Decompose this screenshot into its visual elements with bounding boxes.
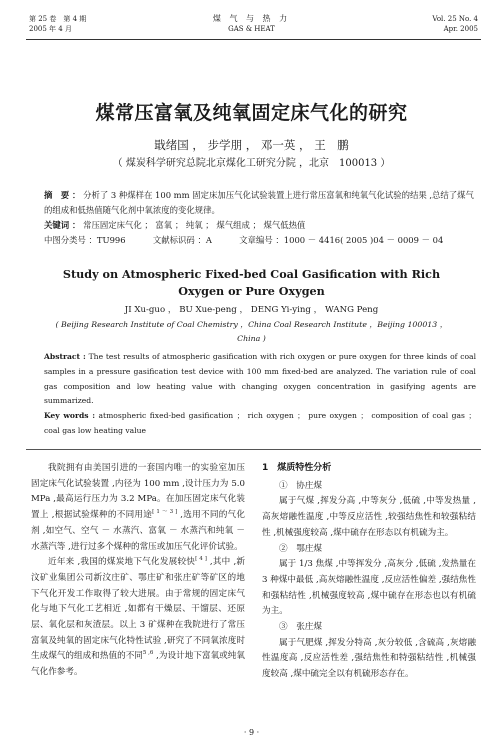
affiliation-cn: （ 煤炭科学研究总院北京煤化工研究分院 ，北京 100013 ） — [112, 158, 391, 169]
header-issue-info — [432, 14, 478, 34]
header-divider — [26, 39, 481, 40]
doc-code: A — [205, 235, 212, 245]
abstract-en — [30, 350, 476, 439]
keywords-en: atmospheric fixed-bed gasification ； rich oxygen ； pure oxygen ； composition of coal gas ； coal gas low heating value — [44, 411, 476, 435]
keywords-en-label: Key words : — [44, 411, 96, 421]
authors-en: JI Xu-guo ， BU Xue-peng ， DENG Yi-ying ， WANG Peng — [124, 305, 379, 315]
journal-name-en: GAS & HEAT — [228, 25, 275, 33]
intro-paragraph-2: 近年来 ,我国的煤炭地下气化发展较快[ 4 ] ,其中 ,新汶矿业集团公司新汶庄矿、鄂庄矿和张庄矿等矿区的地下气化开发工作取得了较大进展。由于常规的固定床气化与地下气化工艺相近 ,如都有干燥层、干馏层、还原层、氧化层和灰渣层。以上 3 矿煤种在我院进行了常压富氧及纯氧的固定床气化特性试验 ,研究了不同氧浓度时生成煤气的组成和热值的不同$^{5 ,6}$ ,为设计地下富氧或纯氧气化作参考。 — [31, 556, 246, 678]
abstract-en-text: The test results of atmospheric gasification with rich oxygen or pure oxygen for three kinds of coal samples in a pressure gasification test device with 100 mm fixed-bed are analyzed. The variation rule of coal gas composition and low heating value with changing oxygen concentration in gasifying agents are summarized. — [44, 352, 477, 406]
subheading-ezhuang: ② 鄂庄煤 — [279, 543, 322, 554]
authors-cn: 戢绪国 ， 步学朋 ， 邓一英 ， 王 鹏 — [154, 138, 349, 152]
abstract-en-label: Abstract : — [44, 352, 86, 361]
header-date-en: Apr. 2005 — [443, 25, 478, 33]
affiliation-en-line1: ( Beijing Research Institute of Coal Chemistry ，China Coal Research Institute ，Beijing 100013 ， — [55, 320, 448, 329]
journal-name-cn: 煤 气 与 热 力 — [212, 14, 291, 23]
header-vol-en: Vol. 25 No. 4 — [432, 15, 478, 23]
paper-title-en-line1: Study on Atmospheric Fixed-bed Coal Gasification with Rich — [62, 267, 441, 281]
abstract-cn-text: 分析了 3 种煤样在 100 mm 固定床加压气化试验装置上进行常压富氧和纯氧气化试验的结果 ,总结了煤气的组成和低热值随气化剂中氧浓度的变化规律。 — [44, 190, 474, 215]
paragraph-ezhuang: 属于 1/3 焦煤 ,中等挥发分 ,高灰分 ,低硫 ,发热量在 3 种煤中最低 ,高灰熔融性温度 ,反应活性偏差 ,强结焦性和强粘结性 ,机械强度较高 ,煤中硫存在形态也以有机硫为主。 — [262, 559, 476, 617]
article-number-label: 文章编号 ： — [239, 235, 284, 245]
header-date-cn: 2005 年 4 月 — [29, 25, 72, 33]
doc-code-label: 文献标识码 ： — [152, 235, 206, 245]
keywords-cn-label: 关键词 ： — [44, 220, 81, 230]
affiliation-en — [20, 318, 483, 346]
paper-title-en-line2: Oxygen or Pure Oxygen — [178, 284, 325, 298]
clc-label: 中图分类号 ： — [44, 235, 97, 245]
header-volume-info — [29, 14, 86, 34]
paragraph-xiezhuang: 属于气煤 ,挥发分高 ,中等灰分 ,低硫 ,中等发热量 ,高灰熔融性温度 ,中等反应活性 ,较强结焦性和较强粘结性 ,机械强度较高 ,煤中硫存在形态以有机硫为主。 — [262, 496, 476, 538]
abstract-cn-label: 摘 要 ： — [44, 190, 81, 200]
page-number: · 9 · — [243, 728, 260, 737]
citation-1-3: [ 1 ～ 3 ] — [152, 509, 178, 516]
intro-paragraph-1: 我院拥有由美国引进的一套国内唯一的实验室加压固定床气化试验装置 ,内径为 100 mm ,设计压力为 5.0 MPa ,最高运行压力为 3.2 MPa。在加压固定床气化装置上 ,根据试验煤种的不同用途[ 1 ～ 3 ] ,选用不同的气化剂 ,如空气、空气 － 水蒸汽、富氧 － 水蒸汽和纯氧 － 水蒸汽等 ,进行过多个煤种的常压或加压气化评价试验。 — [31, 463, 245, 552]
citation-4: [ 4 ] — [195, 556, 207, 563]
header-journal — [180, 14, 323, 34]
header-volume: 第 25 卷 第 4 期 — [29, 15, 87, 23]
section-heading-1: 1 煤质特性分析 — [262, 463, 332, 473]
affiliation-en-line2: China ) — [237, 334, 266, 343]
keywords-cn: 常压固定床气化 ； 富氧 ； 纯氧 ； 煤气组成 ； 煤气低热值 — [83, 220, 306, 230]
article-number: 1000 － 4416( 2005 )04 － 0009 － 04 — [283, 235, 444, 245]
body-column-left — [31, 461, 245, 681]
body-column-right — [262, 461, 476, 683]
abstract-cn — [30, 188, 476, 248]
paragraph-zhangzhuang: 属于气肥煤 ,挥发分特高 ,灰分较低 ,含硫高 ,灰熔融性温度高 ,反应活性差 ,强结焦性和特强粘结性 ,机械强度较高 ,煤中硫完全以有机硫形态存在。 — [262, 637, 476, 680]
citation-5-6: 5 ,6 — [142, 650, 154, 657]
clc-number: TU996 — [96, 235, 126, 245]
paper-title-cn: 煤常压富氧及纯氧固定床气化的研究 — [95, 102, 408, 124]
paper-title-en — [20, 266, 483, 300]
abstract-divider — [26, 449, 481, 450]
subheading-zhangzhuang: ③ 张庄煤 — [279, 622, 322, 633]
subheading-xiezhuang: ① 协庄煤 — [279, 480, 322, 491]
